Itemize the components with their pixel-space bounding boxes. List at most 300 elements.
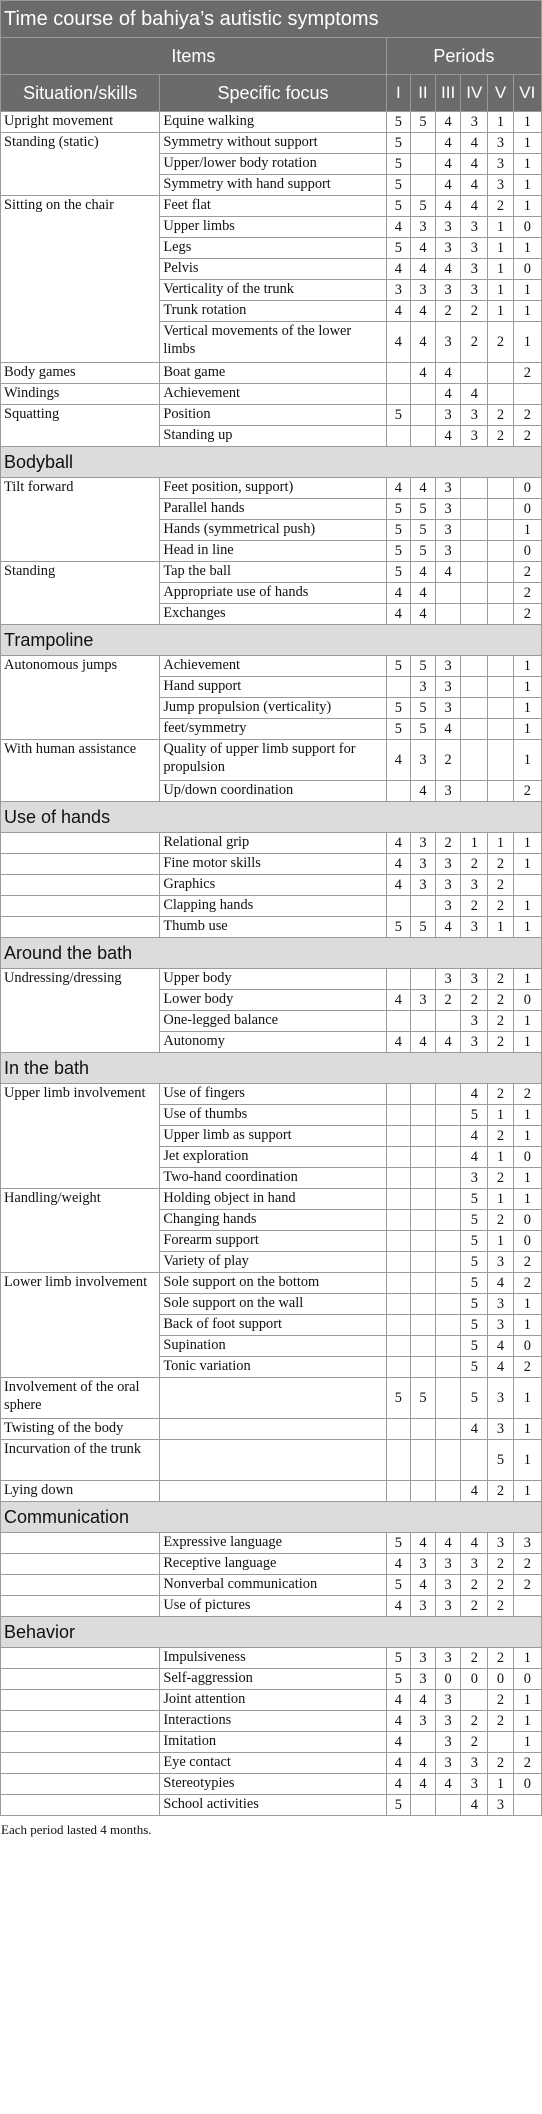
focus-cell: Stereotypies — [160, 1774, 386, 1795]
score-cell-period-6: 1 — [513, 175, 541, 196]
section-heading: Communication — [1, 1502, 542, 1533]
score-cell-period-1: 5 — [386, 1378, 410, 1419]
situation-cell: Involvement of the oral sphere — [1, 1378, 160, 1419]
score-cell-period-1: 4 — [386, 1554, 410, 1575]
score-cell-period-5: 3 — [488, 133, 513, 154]
score-cell-period-2 — [410, 1147, 435, 1168]
score-cell-period-2: 3 — [410, 217, 435, 238]
score-cell-period-6: 1 — [513, 196, 541, 217]
situation-cell — [1, 1648, 160, 1669]
score-cell-period-3: 4 — [436, 1032, 461, 1053]
score-cell-period-4: 3 — [461, 1554, 488, 1575]
score-cell-period-5 — [488, 583, 513, 604]
score-cell-period-5: 2 — [488, 1554, 513, 1575]
score-cell-period-1: 4 — [386, 1774, 410, 1795]
focus-cell: Relational grip — [160, 833, 386, 854]
table-row — [1, 1711, 542, 1732]
score-cell-period-3: 2 — [436, 833, 461, 854]
period-header-3: III — [436, 75, 461, 112]
score-cell-period-1 — [386, 363, 410, 384]
situation-cell: Upright movement — [1, 112, 160, 133]
score-cell-period-1: 5 — [386, 112, 410, 133]
section-heading: In the bath — [1, 1053, 542, 1084]
focus-cell: Back of foot support — [160, 1315, 386, 1336]
score-cell-period-5: 2 — [488, 1711, 513, 1732]
section-heading: Trampoline — [1, 625, 542, 656]
score-cell-period-2: 5 — [410, 499, 435, 520]
score-cell-period-2 — [410, 1273, 435, 1294]
score-cell-period-3: 4 — [436, 384, 461, 405]
score-cell-period-2 — [410, 1189, 435, 1210]
score-cell-period-4: 3 — [461, 217, 488, 238]
focus-cell: Upper limbs — [160, 217, 386, 238]
focus-cell: Interactions — [160, 1711, 386, 1732]
score-cell-period-5 — [488, 719, 513, 740]
score-cell-period-6: 0 — [513, 499, 541, 520]
score-cell-period-3: 2 — [436, 301, 461, 322]
score-cell-period-4 — [461, 677, 488, 698]
focus-cell: Exchanges — [160, 604, 386, 625]
focus-cell: Supination — [160, 1336, 386, 1357]
score-cell-period-1 — [386, 1105, 410, 1126]
score-cell-period-4: 3 — [461, 405, 488, 426]
focus-cell: One-legged balance — [160, 1011, 386, 1032]
score-cell-period-6: 1 — [513, 1440, 541, 1481]
score-cell-period-5: 1 — [488, 917, 513, 938]
score-cell-period-4: 3 — [461, 112, 488, 133]
situation-cell — [1, 1711, 160, 1732]
score-cell-period-1: 5 — [386, 1648, 410, 1669]
table-row — [1, 363, 542, 384]
score-cell-period-5: 3 — [488, 1419, 513, 1440]
score-cell-period-2 — [410, 1294, 435, 1315]
situation-cell — [1, 1554, 160, 1575]
score-cell-period-4 — [461, 656, 488, 677]
score-cell-period-2 — [410, 969, 435, 990]
score-cell-period-5: 1 — [488, 259, 513, 280]
score-cell-period-4: 4 — [461, 1147, 488, 1168]
section-row — [1, 1053, 542, 1084]
score-cell-period-2: 4 — [410, 1575, 435, 1596]
score-cell-period-2: 4 — [410, 1690, 435, 1711]
score-cell-period-4: 3 — [461, 280, 488, 301]
focus-cell: Vertical movements of the lower limbs — [160, 322, 386, 363]
score-cell-period-6: 1 — [513, 1168, 541, 1189]
score-cell-period-6: 1 — [513, 833, 541, 854]
focus-cell: Thumb use — [160, 917, 386, 938]
score-cell-period-6 — [513, 1596, 541, 1617]
score-cell-period-5: 2 — [488, 1032, 513, 1053]
score-cell-period-4 — [461, 520, 488, 541]
score-cell-period-5: 2 — [488, 426, 513, 447]
score-cell-period-3 — [436, 1294, 461, 1315]
score-cell-period-2: 4 — [410, 1533, 435, 1554]
score-cell-period-3: 4 — [436, 112, 461, 133]
score-cell-period-3: 4 — [436, 133, 461, 154]
score-cell-period-5: 2 — [488, 1011, 513, 1032]
focus-cell: Autonomy — [160, 1032, 386, 1053]
score-cell-period-2 — [410, 1440, 435, 1481]
score-cell-period-3: 3 — [436, 656, 461, 677]
score-cell-period-2 — [410, 1105, 435, 1126]
score-cell-period-3: 3 — [436, 280, 461, 301]
section-row — [1, 1617, 542, 1648]
score-cell-period-4: 4 — [461, 154, 488, 175]
score-cell-period-3: 4 — [436, 259, 461, 280]
score-cell-period-2: 5 — [410, 656, 435, 677]
focus-cell: Forearm support — [160, 1231, 386, 1252]
score-cell-period-1: 5 — [386, 541, 410, 562]
situation-cell: With human assistance — [1, 740, 160, 802]
score-cell-period-3 — [436, 1210, 461, 1231]
score-cell-period-1 — [386, 781, 410, 802]
score-cell-period-2: 5 — [410, 698, 435, 719]
table-row — [1, 1440, 542, 1481]
score-cell-period-2: 4 — [410, 583, 435, 604]
score-cell-period-3 — [436, 1273, 461, 1294]
score-cell-period-2: 5 — [410, 112, 435, 133]
score-cell-period-6: 1 — [513, 1648, 541, 1669]
score-cell-period-5: 1 — [488, 301, 513, 322]
score-cell-period-3: 3 — [436, 1596, 461, 1617]
score-cell-period-4: 5 — [461, 1294, 488, 1315]
score-cell-period-1 — [386, 1481, 410, 1502]
score-cell-period-3 — [436, 1315, 461, 1336]
score-cell-period-6: 1 — [513, 854, 541, 875]
situation-cell — [1, 1795, 160, 1816]
periods-header: Periods — [386, 38, 541, 75]
section-row — [1, 802, 542, 833]
situation-cell: Lying down — [1, 1481, 160, 1502]
score-cell-period-2: 3 — [410, 280, 435, 301]
score-cell-period-6: 1 — [513, 1105, 541, 1126]
score-cell-period-4: 3 — [461, 426, 488, 447]
score-cell-period-2: 4 — [410, 478, 435, 499]
score-cell-period-6: 1 — [513, 1378, 541, 1419]
score-cell-period-1: 4 — [386, 259, 410, 280]
focus-cell: Boat game — [160, 363, 386, 384]
focus-cell: Clapping hands — [160, 896, 386, 917]
score-cell-period-6: 2 — [513, 1575, 541, 1596]
table-row — [1, 562, 542, 583]
score-cell-period-4: 5 — [461, 1357, 488, 1378]
score-cell-period-2: 4 — [410, 363, 435, 384]
score-cell-period-1: 5 — [386, 499, 410, 520]
score-cell-period-3 — [436, 1084, 461, 1105]
score-cell-period-4: 3 — [461, 1168, 488, 1189]
situation-cell — [1, 1533, 160, 1554]
score-cell-period-4: 5 — [461, 1336, 488, 1357]
score-cell-period-2 — [410, 1126, 435, 1147]
score-cell-period-6: 2 — [513, 562, 541, 583]
score-cell-period-1: 5 — [386, 238, 410, 259]
score-cell-period-6: 1 — [513, 322, 541, 363]
score-cell-period-2: 5 — [410, 541, 435, 562]
score-cell-period-4: 5 — [461, 1210, 488, 1231]
score-cell-period-4: 3 — [461, 1011, 488, 1032]
period-header-5: V — [488, 75, 513, 112]
score-cell-period-5 — [488, 478, 513, 499]
score-cell-period-3: 3 — [436, 520, 461, 541]
score-cell-period-5 — [488, 604, 513, 625]
score-cell-period-3: 3 — [436, 875, 461, 896]
table-row — [1, 112, 542, 133]
score-cell-period-4: 5 — [461, 1231, 488, 1252]
score-cell-period-2 — [410, 1252, 435, 1273]
focus-cell: Use of thumbs — [160, 1105, 386, 1126]
score-cell-period-5: 2 — [488, 1596, 513, 1617]
score-cell-period-6: 1 — [513, 1732, 541, 1753]
score-cell-period-2: 5 — [410, 917, 435, 938]
score-cell-period-4: 5 — [461, 1105, 488, 1126]
score-cell-period-4: 2 — [461, 896, 488, 917]
score-cell-period-1: 4 — [386, 1732, 410, 1753]
score-cell-period-3 — [436, 1357, 461, 1378]
score-cell-period-5: 2 — [488, 990, 513, 1011]
score-cell-period-3 — [436, 1168, 461, 1189]
table-footnote: Each period lasted 4 months. — [1, 1822, 152, 1837]
score-cell-period-5 — [488, 781, 513, 802]
score-cell-period-3: 3 — [436, 896, 461, 917]
score-cell-period-3: 3 — [436, 677, 461, 698]
score-cell-period-1: 4 — [386, 604, 410, 625]
situation-cell — [1, 1575, 160, 1596]
score-cell-period-4: 3 — [461, 1774, 488, 1795]
score-cell-period-4: 4 — [461, 133, 488, 154]
score-cell-period-4: 5 — [461, 1189, 488, 1210]
situation-cell — [1, 1774, 160, 1795]
score-cell-period-1: 5 — [386, 719, 410, 740]
score-cell-period-2 — [410, 1168, 435, 1189]
focus-cell: Equine walking — [160, 112, 386, 133]
section-heading: Around the bath — [1, 938, 542, 969]
score-cell-period-4 — [461, 740, 488, 781]
table-row — [1, 656, 542, 677]
score-cell-period-1 — [386, 1084, 410, 1105]
score-cell-period-4: 4 — [461, 196, 488, 217]
situation-cell — [1, 875, 160, 896]
score-cell-period-6: 0 — [513, 259, 541, 280]
score-cell-period-1: 4 — [386, 1753, 410, 1774]
score-cell-period-6: 1 — [513, 520, 541, 541]
score-cell-period-3: 4 — [436, 426, 461, 447]
score-cell-period-4: 3 — [461, 969, 488, 990]
score-cell-period-4: 2 — [461, 1711, 488, 1732]
score-cell-period-2: 3 — [410, 1648, 435, 1669]
score-cell-period-1: 4 — [386, 854, 410, 875]
score-cell-period-5: 2 — [488, 969, 513, 990]
score-cell-period-4: 2 — [461, 1732, 488, 1753]
focus-cell: Nonverbal communication — [160, 1575, 386, 1596]
score-cell-period-3: 4 — [436, 1774, 461, 1795]
score-cell-period-4: 2 — [461, 322, 488, 363]
score-cell-period-1 — [386, 1440, 410, 1481]
score-cell-period-1 — [386, 1315, 410, 1336]
score-cell-period-6: 1 — [513, 1315, 541, 1336]
score-cell-period-4: 2 — [461, 301, 488, 322]
score-cell-period-3 — [436, 1481, 461, 1502]
situation-cell: Incurvation of the trunk — [1, 1440, 160, 1481]
score-cell-period-5: 1 — [488, 280, 513, 301]
focus-cell: Hand support — [160, 677, 386, 698]
score-cell-period-5: 1 — [488, 217, 513, 238]
score-cell-period-6: 0 — [513, 990, 541, 1011]
score-cell-period-3 — [436, 1231, 461, 1252]
focus-cell: Use of pictures — [160, 1596, 386, 1617]
focus-cell: Appropriate use of hands — [160, 583, 386, 604]
score-cell-period-4: 3 — [461, 875, 488, 896]
score-cell-period-1: 5 — [386, 656, 410, 677]
table-row — [1, 1533, 542, 1554]
score-cell-period-1 — [386, 1011, 410, 1032]
score-cell-period-2: 3 — [410, 1596, 435, 1617]
table-row — [1, 875, 542, 896]
score-cell-period-3: 4 — [436, 196, 461, 217]
score-cell-period-6: 0 — [513, 1210, 541, 1231]
score-cell-period-6: 0 — [513, 1774, 541, 1795]
situation-cell: Lower limb involvement — [1, 1273, 160, 1378]
specific-focus-header: Specific focus — [160, 75, 386, 112]
score-cell-period-4: 4 — [461, 1481, 488, 1502]
score-cell-period-2 — [410, 1011, 435, 1032]
focus-cell: Two-hand coordination — [160, 1168, 386, 1189]
score-cell-period-6: 1 — [513, 917, 541, 938]
focus-cell: Changing hands — [160, 1210, 386, 1231]
score-cell-period-2: 3 — [410, 740, 435, 781]
score-cell-period-2: 3 — [410, 1554, 435, 1575]
score-cell-period-1: 5 — [386, 917, 410, 938]
table-body — [1, 112, 542, 1816]
score-cell-period-2: 5 — [410, 196, 435, 217]
score-cell-period-5: 2 — [488, 405, 513, 426]
score-cell-period-6: 1 — [513, 280, 541, 301]
score-cell-period-2: 3 — [410, 677, 435, 698]
score-cell-period-1 — [386, 896, 410, 917]
table-row — [1, 1554, 542, 1575]
score-cell-period-5: 1 — [488, 1231, 513, 1252]
score-cell-period-5: 1 — [488, 833, 513, 854]
score-cell-period-4 — [461, 583, 488, 604]
score-cell-period-5: 1 — [488, 1105, 513, 1126]
score-cell-period-3: 3 — [436, 1732, 461, 1753]
section-heading: Use of hands — [1, 802, 542, 833]
score-cell-period-3 — [436, 604, 461, 625]
score-cell-period-5: 2 — [488, 1575, 513, 1596]
score-cell-period-1 — [386, 1168, 410, 1189]
score-cell-period-5: 3 — [488, 1378, 513, 1419]
score-cell-period-5: 2 — [488, 322, 513, 363]
score-cell-period-5: 2 — [488, 875, 513, 896]
score-cell-period-3: 3 — [436, 781, 461, 802]
situation-cell — [1, 1753, 160, 1774]
score-cell-period-6: 1 — [513, 719, 541, 740]
score-cell-period-4: 4 — [461, 1084, 488, 1105]
score-cell-period-4: 1 — [461, 833, 488, 854]
score-cell-period-5: 3 — [488, 175, 513, 196]
score-cell-period-5: 3 — [488, 154, 513, 175]
score-cell-period-3 — [436, 1378, 461, 1419]
score-cell-period-4: 5 — [461, 1315, 488, 1336]
situation-cell: Handling/weight — [1, 1189, 160, 1273]
score-cell-period-1: 4 — [386, 1032, 410, 1053]
focus-cell: Impulsiveness — [160, 1648, 386, 1669]
focus-cell — [160, 1440, 386, 1481]
situation-cell: Sitting on the chair — [1, 196, 160, 363]
score-cell-period-5 — [488, 541, 513, 562]
focus-cell: Lower body — [160, 990, 386, 1011]
score-cell-period-2 — [410, 426, 435, 447]
score-cell-period-3: 3 — [436, 405, 461, 426]
score-cell-period-1 — [386, 677, 410, 698]
score-cell-period-3: 3 — [436, 322, 461, 363]
score-cell-period-2 — [410, 1357, 435, 1378]
score-cell-period-6: 0 — [513, 541, 541, 562]
focus-cell: Fine motor skills — [160, 854, 386, 875]
focus-cell: Eye contact — [160, 1753, 386, 1774]
score-cell-period-5: 1 — [488, 238, 513, 259]
period-header-2: II — [410, 75, 435, 112]
score-cell-period-5 — [488, 740, 513, 781]
score-cell-period-6: 3 — [513, 1533, 541, 1554]
score-cell-period-4: 0 — [461, 1669, 488, 1690]
score-cell-period-3: 0 — [436, 1669, 461, 1690]
score-cell-period-6: 1 — [513, 301, 541, 322]
score-cell-period-3: 4 — [436, 917, 461, 938]
score-cell-period-6: 1 — [513, 1711, 541, 1732]
section-heading: Behavior — [1, 1617, 542, 1648]
score-cell-period-4: 5 — [461, 1273, 488, 1294]
score-cell-period-4 — [461, 1440, 488, 1481]
score-cell-period-5: 2 — [488, 1210, 513, 1231]
score-cell-period-1 — [386, 1294, 410, 1315]
score-cell-period-2: 4 — [410, 322, 435, 363]
score-cell-period-1 — [386, 1273, 410, 1294]
score-cell-period-2: 4 — [410, 301, 435, 322]
score-cell-period-1: 4 — [386, 875, 410, 896]
score-cell-period-5: 2 — [488, 1168, 513, 1189]
focus-cell: Graphics — [160, 875, 386, 896]
section-row — [1, 625, 542, 656]
score-cell-period-2 — [410, 1315, 435, 1336]
score-cell-period-3: 2 — [436, 990, 461, 1011]
score-cell-period-4: 3 — [461, 259, 488, 280]
table-row — [1, 1189, 542, 1210]
table-row — [1, 1419, 542, 1440]
score-cell-period-3 — [436, 1419, 461, 1440]
score-cell-period-6: 1 — [513, 133, 541, 154]
score-cell-period-4 — [461, 719, 488, 740]
score-cell-period-6: 1 — [513, 154, 541, 175]
focus-cell: Joint attention — [160, 1690, 386, 1711]
table-row — [1, 1273, 542, 1294]
score-cell-period-6: 2 — [513, 363, 541, 384]
situation-cell — [1, 1669, 160, 1690]
score-cell-period-2 — [410, 896, 435, 917]
section-row — [1, 938, 542, 969]
table-row — [1, 1084, 542, 1105]
score-cell-period-3: 3 — [436, 854, 461, 875]
focus-cell: Self-aggression — [160, 1669, 386, 1690]
score-cell-period-4: 2 — [461, 990, 488, 1011]
score-cell-period-5: 1 — [488, 1147, 513, 1168]
score-cell-period-1: 4 — [386, 1596, 410, 1617]
score-cell-period-3: 3 — [436, 1554, 461, 1575]
focus-cell: Expressive language — [160, 1533, 386, 1554]
score-cell-period-4: 2 — [461, 1648, 488, 1669]
situation-cell: Twisting of the body — [1, 1419, 160, 1440]
score-cell-period-6: 1 — [513, 238, 541, 259]
score-cell-period-5 — [488, 698, 513, 719]
